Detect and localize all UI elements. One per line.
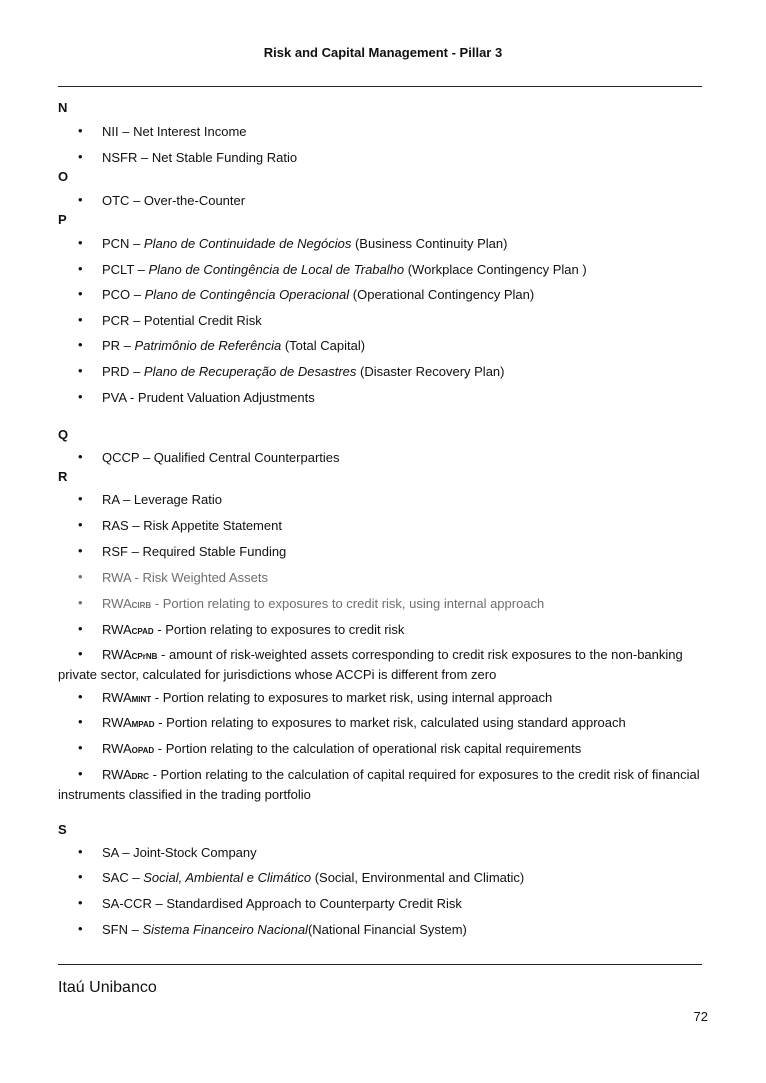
section-letter-q: Q — [58, 427, 69, 442]
bullet-icon: • — [78, 149, 83, 164]
glossary-item: SA-CCR – Standardised Approach to Counterparty Credit Risk — [102, 896, 462, 911]
page-header-title: Risk and Capital Management - Pillar 3 — [263, 45, 503, 60]
page-number: 72 — [693, 1009, 708, 1024]
bullet-icon: • — [78, 714, 83, 729]
glossary-item: SFN – Sistema Financeiro Nacional(National Financial System) — [102, 922, 467, 937]
glossary-item: RWAMINT - Portion relating to exposures to market risk, using internal approach — [102, 690, 553, 705]
bullet-icon: • — [78, 844, 83, 859]
bullet-icon: • — [78, 261, 83, 276]
bullet-icon: • — [78, 286, 83, 301]
glossary-item: SA – Joint-Stock Company — [102, 845, 257, 860]
bullet-icon: • — [78, 921, 83, 936]
glossary-item: PRD – Plano de Recuperação de Desastres (Disaster Recovery Plan) — [102, 364, 505, 379]
bullet-icon: • — [78, 543, 83, 558]
bullet-icon: • — [78, 363, 83, 378]
bullet-icon: • — [78, 491, 83, 506]
glossary-item: NSFR – Net Stable Funding Ratio — [102, 150, 298, 165]
bullet-icon: • — [78, 740, 83, 755]
bullet-icon: • — [78, 123, 83, 138]
bullet-icon: • — [78, 235, 83, 250]
glossary-item: RWADRC - Portion relating to the calculation of capital required for exposures to the credit risk of financial — [102, 767, 700, 782]
bullet-icon: • — [78, 389, 83, 404]
header-divider — [58, 86, 702, 87]
bullet-icon: • — [78, 869, 83, 884]
glossary-item: PCN – Plano de Continuidade de Negócios (Business Continuity Plan) — [102, 236, 508, 251]
glossary-item: RSF – Required Stable Funding — [102, 544, 287, 559]
bullet-icon: • — [78, 895, 83, 910]
bullet-icon: • — [78, 517, 83, 532]
glossary-item-continuation: private sector, calculated for jurisdictions whose ACCPi is different from zero — [58, 667, 497, 682]
bullet-icon: • — [78, 766, 83, 781]
bullet-icon: • — [78, 192, 83, 207]
bullet-icon: • — [78, 449, 83, 464]
glossary-item: RWAOPAD - Portion relating to the calculation of operational risk capital requirements — [102, 741, 582, 756]
section-letter-o: O — [58, 169, 69, 184]
glossary-item: PVA - Prudent Valuation Adjustments — [102, 390, 315, 405]
glossary-item: RWACPAD - Portion relating to exposures to credit risk — [102, 622, 405, 637]
section-letter-s: S — [58, 822, 67, 837]
footer-company-name: Itaú Unibanco — [58, 979, 157, 996]
glossary-item: PR – Patrimônio de Referência (Total Capital) — [102, 338, 366, 353]
bullet-icon: • — [78, 621, 83, 636]
glossary-item-continuation: instruments classified in the trading portfolio — [58, 787, 311, 802]
glossary-item: RWA - Risk Weighted Assets — [102, 570, 268, 585]
glossary-item: RWAMPAD - Portion relating to exposures to market risk, calculated using standard approach — [102, 715, 626, 730]
bullet-icon: • — [78, 689, 83, 704]
glossary-item: OTC – Over-the-Counter — [102, 193, 246, 208]
section-letter-r: R — [58, 469, 68, 484]
glossary-item: PCLT – Plano de Contingência de Local de Trabalho (Workplace Contingency Plan ) — [102, 262, 587, 277]
bullet-icon: • — [78, 595, 83, 610]
glossary-item: RAS – Risk Appetite Statement — [102, 518, 282, 533]
glossary-item: PCR – Potential Credit Risk — [102, 313, 262, 328]
bullet-icon: • — [78, 312, 83, 327]
section-letter-p: P — [58, 212, 67, 227]
glossary-item: NII – Net Interest Income — [102, 124, 247, 139]
glossary-item: RWACIRB - Portion relating to exposures to credit risk, using internal approach — [102, 596, 545, 611]
section-letter-n: N — [58, 100, 68, 115]
glossary-item: RA – Leverage Ratio — [102, 492, 222, 507]
glossary-item: QCCP – Qualified Central Counterparties — [102, 450, 340, 465]
bullet-icon: • — [78, 569, 83, 584]
bullet-icon: • — [78, 337, 83, 352]
bullet-icon: • — [78, 646, 83, 661]
glossary-item: SAC – Social, Ambiental e Climático (Social, Environmental and Climatic) — [102, 870, 525, 885]
glossary-item: PCO – Plano de Contingência Operacional (Operational Contingency Plan) — [102, 287, 535, 302]
footer-divider — [58, 964, 702, 965]
glossary-item: RWACPrNB - amount of risk-weighted assets corresponding to credit risk exposures to the non-banking — [102, 647, 683, 662]
